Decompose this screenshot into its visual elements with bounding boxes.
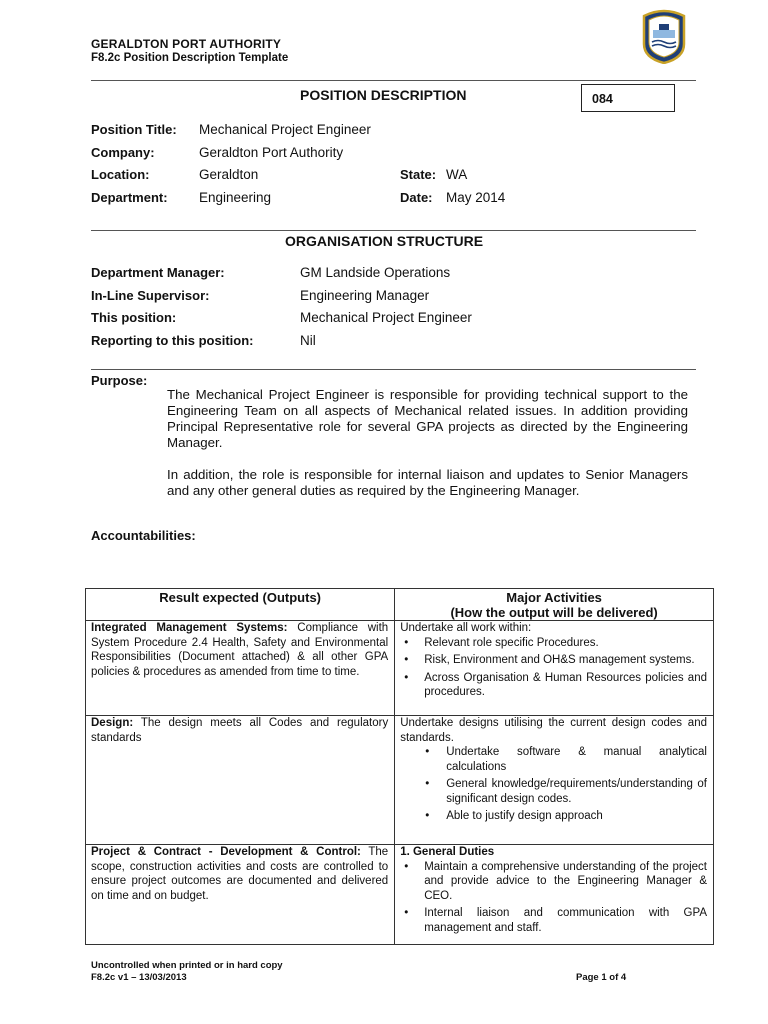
department-label: Department:	[91, 190, 168, 205]
activities-cell	[395, 845, 714, 945]
list-item: • Risk, Environment and OH&S management systems.	[400, 653, 707, 668]
org-value: Mechanical Project Engineer	[300, 310, 472, 325]
activities-list	[400, 636, 707, 700]
header-org: GERALDTON PORT AUTHORITY	[91, 37, 282, 51]
output-heading: Project & Contract - Development & Control:	[91, 846, 361, 858]
activities-list	[400, 745, 707, 824]
column-header-label: Major Activities	[506, 590, 602, 605]
position-code: 084	[581, 84, 675, 112]
date-value: May 2014	[446, 190, 506, 205]
section-rule	[91, 230, 696, 231]
org-structure-title: ORGANISATION STRUCTURE	[285, 233, 484, 249]
org-value: Engineering Manager	[300, 288, 430, 303]
output-heading: Integrated Management Systems:	[91, 622, 288, 634]
activities-list	[400, 860, 707, 936]
column-header-activities	[395, 589, 714, 621]
table-row	[86, 845, 714, 945]
table-row	[86, 716, 714, 845]
output-cell	[86, 845, 395, 945]
position-title-label: Position Title:	[91, 122, 177, 137]
list-item: • General knowledge/requirements/understanding of significant design codes.	[400, 777, 707, 806]
table-row	[86, 621, 714, 716]
activities-cell	[395, 716, 714, 845]
company-value: Geraldton Port Authority	[199, 145, 344, 160]
header-template: F8.2c Position Description Template	[91, 52, 289, 64]
output-heading: Design:	[91, 717, 134, 729]
list-item: • Across Organisation & Human Resources policies and procedures.	[400, 671, 707, 700]
list-item: • Internal liaison and communication with GPA management and staff.	[400, 906, 707, 935]
footer-uncontrolled-note: Uncontrolled when printed or in hard copy	[91, 960, 283, 971]
purpose-paragraph: The Mechanical Project Engineer is responsible for providing technical support to the Engineering Team on all aspects of Mechanical related issues. In addition providing Principal Representative role for several GPA projects as directed by the Engineering Manager.	[167, 387, 688, 450]
purpose-text	[167, 387, 688, 499]
department-value: Engineering	[199, 190, 272, 205]
output-text: Compliance with System Procedure 2.4 Health, Safety and Environmental Responsibilities (Document attached) & all other GPA policies & procedures as amended from time to time.	[91, 622, 389, 678]
page-title: POSITION DESCRIPTION	[300, 87, 467, 103]
state-value: WA	[446, 167, 468, 182]
org-label: Department Manager:	[91, 265, 225, 280]
purpose-label: Purpose:	[91, 373, 148, 388]
org-label: In-Line Supervisor:	[91, 288, 210, 303]
output-text: The design meets all Codes and regulatory standards	[91, 717, 389, 744]
table-header-row	[86, 589, 714, 621]
activities-intro: 1. General Duties	[400, 846, 495, 858]
location-label: Location:	[91, 167, 150, 182]
output-cell	[86, 716, 395, 845]
accountabilities-label: Accountabilities:	[91, 528, 196, 543]
purpose-paragraph: In addition, the role is responsible for internal liaison and updates to Senior Managers and any other general duties as required by the Engineering Manager.	[167, 467, 688, 498]
position-title-value: Mechanical Project Engineer	[199, 122, 371, 137]
activities-intro: Undertake all work within:	[400, 622, 532, 634]
column-header-sublabel: (How the output will be delivered)	[450, 605, 658, 620]
location-value: Geraldton	[199, 167, 259, 182]
footer-page-number: Page 1 of 4	[576, 972, 627, 983]
state-label: State:	[400, 167, 437, 182]
company-label: Company:	[91, 145, 155, 160]
list-item: • Undertake software & manual analytical calculations	[400, 745, 707, 774]
accountabilities-table	[85, 588, 714, 945]
org-label: This position:	[91, 310, 177, 325]
activities-cell	[395, 621, 714, 716]
output-text: The scope, construction activities and costs are controlled to ensure project outcomes are documented and delivered on time and on budget.	[91, 846, 389, 902]
org-label: Reporting to this position:	[91, 333, 254, 348]
activities-intro: Undertake designs utilising the current design codes and standards.	[400, 717, 707, 744]
org-value: Nil	[300, 333, 316, 348]
list-item: • Maintain a comprehensive understanding of the project and provide advice to the Engineering Manager & CEO.	[400, 860, 707, 904]
output-cell	[86, 621, 395, 716]
section-rule	[91, 369, 696, 370]
footer-version: F8.2c v1 – 13/03/2013	[91, 972, 187, 983]
date-label: Date:	[400, 190, 433, 205]
header-rule	[91, 80, 696, 81]
list-item: • Relevant role specific Procedures.	[400, 636, 707, 651]
column-header-outputs	[86, 589, 395, 621]
org-value: GM Landside Operations	[300, 265, 451, 280]
gpa-logo-seal	[640, 8, 688, 64]
column-header-label: Result expected (Outputs)	[159, 590, 321, 605]
list-item: • Able to justify design approach	[400, 809, 707, 824]
